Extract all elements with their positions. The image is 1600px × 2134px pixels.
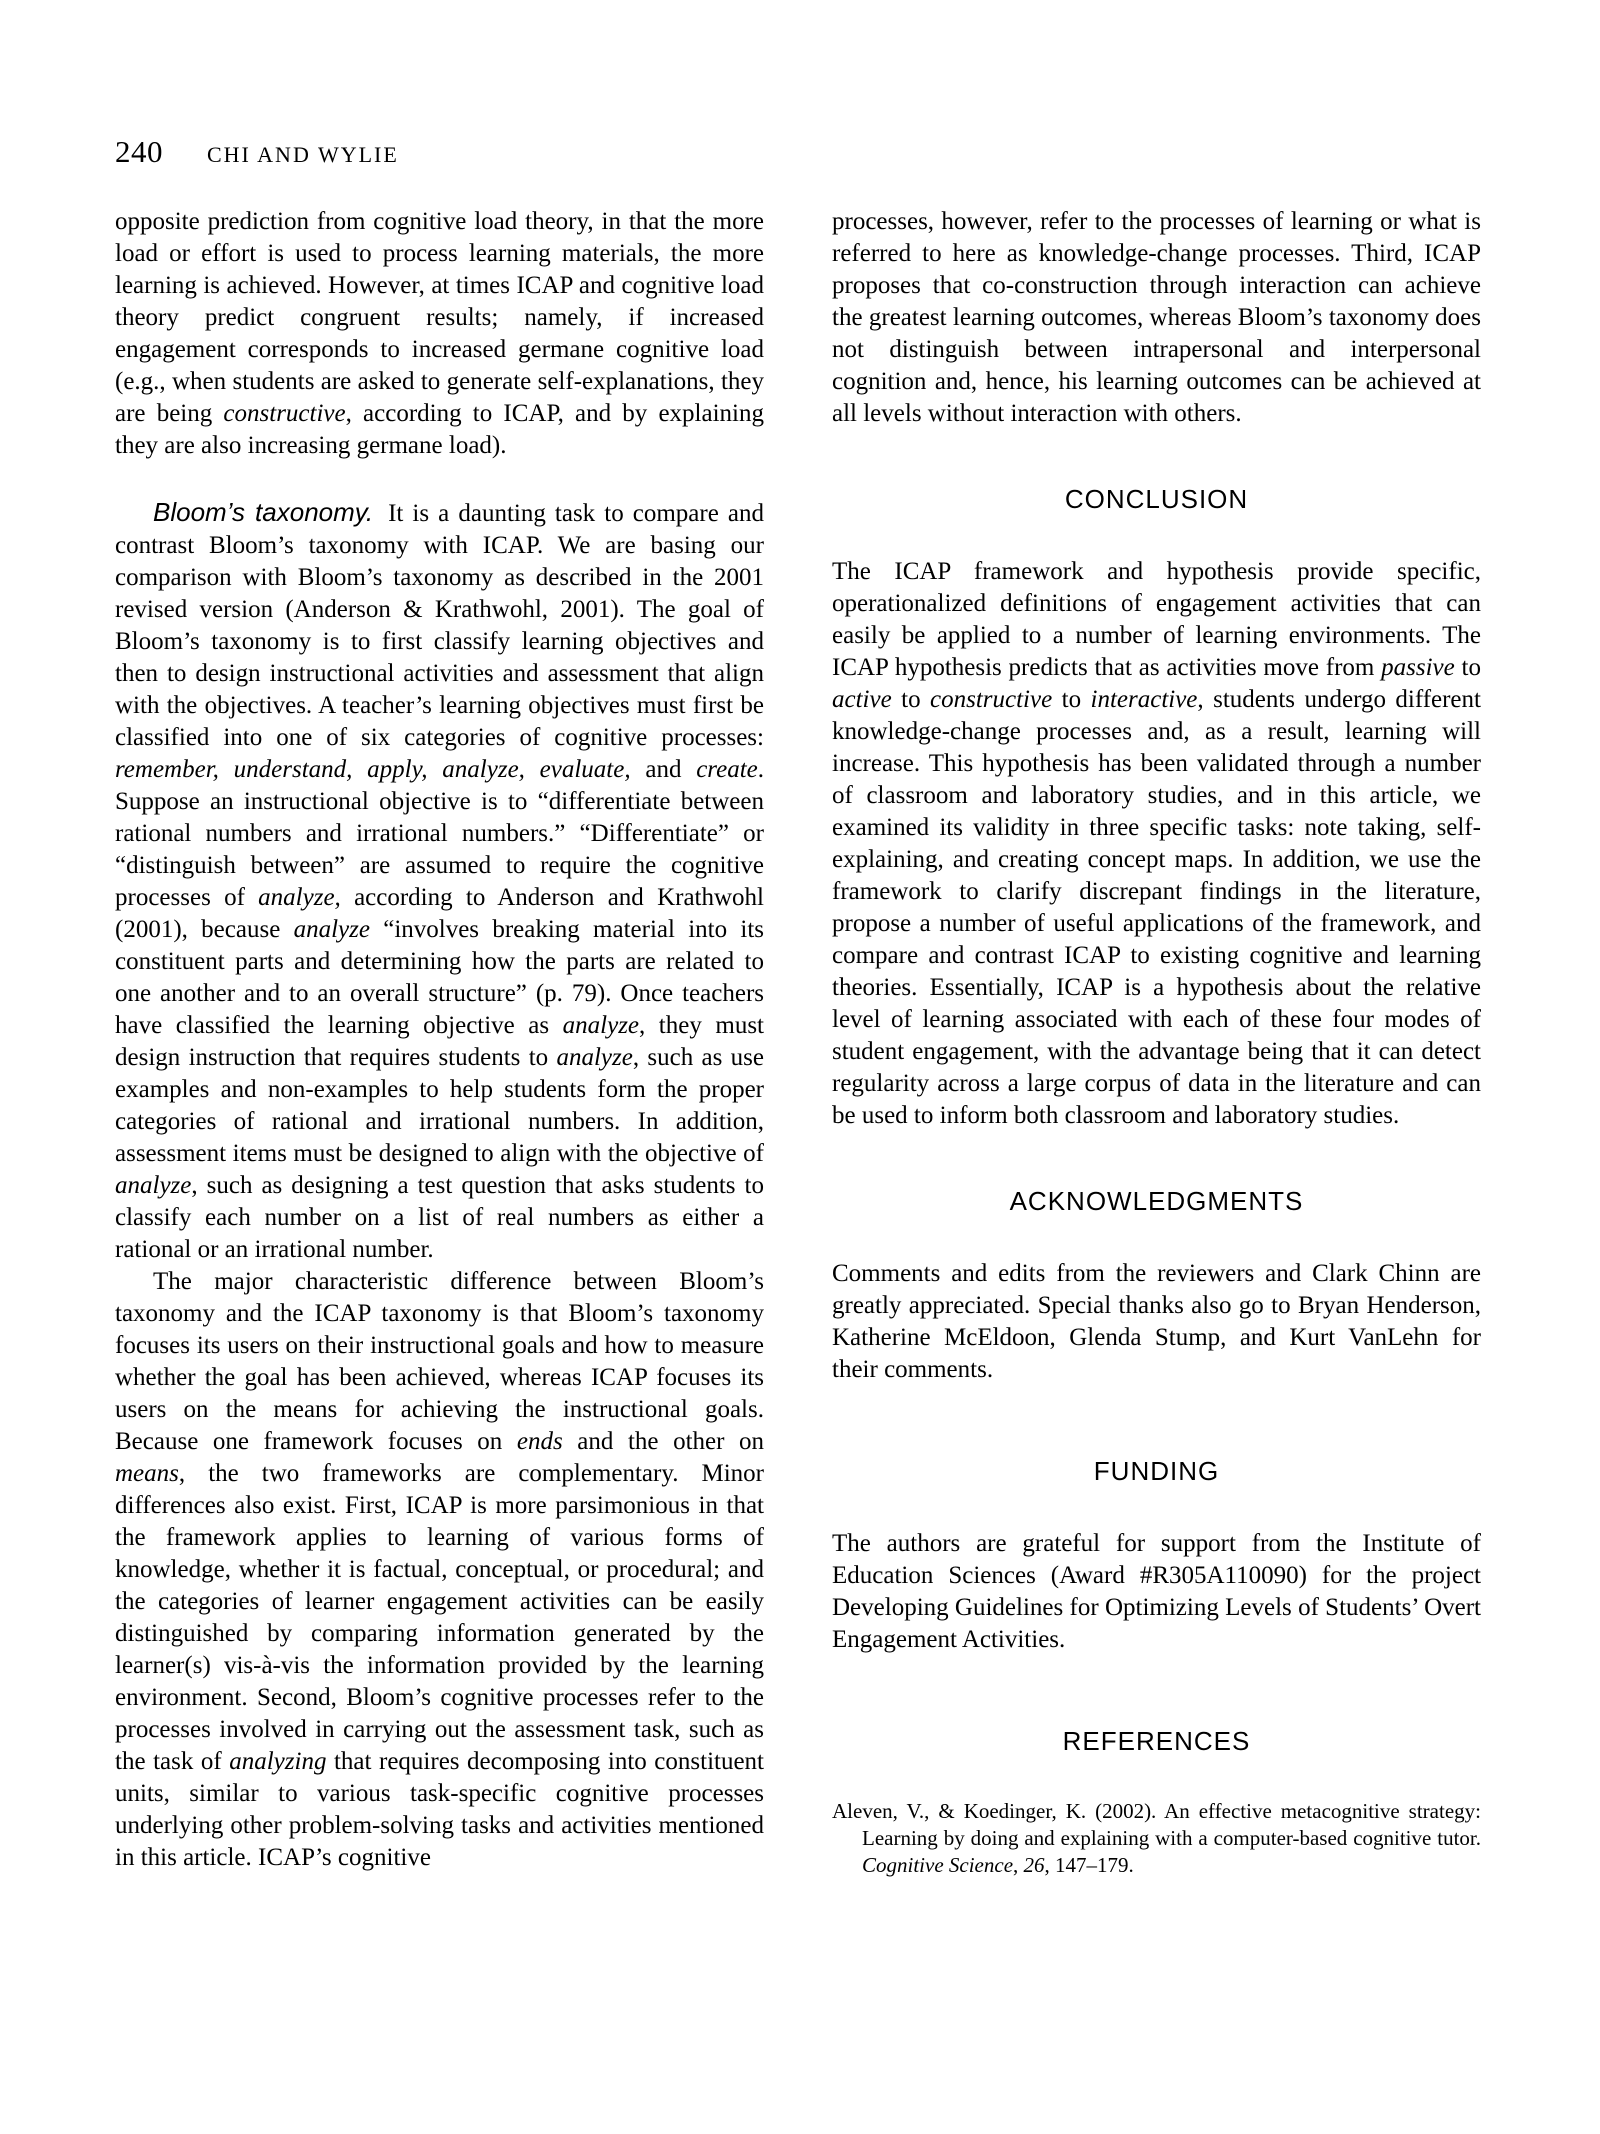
acknowledgments-paragraph: Comments and edits from the reviewers and Clark Chinn are greatly appreciated. Special thanks also go to Bryan Henderson, Katherine McEldoon, Glenda Stump, and Kurt VanLehn for their comments. <box>832 1260 1481 1383</box>
paragraph-knowledge-change-continued: processes, however, refer to the processes of learning or what is referred to here as knowledge-change processes. Third, ICAP proposes that co-construction through interaction can achieve the greatest learning outcomes, whereas Bloom’s taxonomy does not distinguish between intrapersonal and interpersonal cognition and, hence, his learning outcomes can be achieved at all levels without interaction with others. <box>832 208 1481 427</box>
reference-entry: Aleven, V., & Koedinger, K. (2002). An effective metacognitive strategy: Learning by doing and explaining with a computer-based cognitive tutor. Cognitive Science, 26, 147–179. <box>832 1799 1481 1877</box>
right-column <box>832 206 1481 1879</box>
conclusion-paragraph: The ICAP framework and hypothesis provide specific, operationalized definitions of engagement activities that can easily be applied to a number of learning environments. The ICAP hypothesis predicts that as activities move from passive to active to constructive to interactive, students undergo different knowledge-change processes and, as a result, learning will increase. This hypothesis has been validated through a number of classroom and laboratory studies, and in this article, we examined its validity in three specific tasks: note taking, self-explaining, and creating concept maps. In addition, we use the framework to clarify discrepant findings in the literature, propose a number of useful applications of the framework, and compare and contrast ICAP to existing cognitive and learning theories. Essentially, ICAP is a hypothesis about the relative level of learning associated with each of these four modes of student engagement, with the advantage being that it can detect regularity across a large corpus of data in the literature and can be used to inform both classroom and laboratory studies. <box>832 558 1482 1129</box>
run-in-heading-blooms-taxonomy: Bloom’s taxonomy. <box>153 497 374 527</box>
conclusion-heading: CONCLUSION <box>1064 484 1249 514</box>
paragraph-cognitive-load-continued: opposite prediction from cognitive load theory, in that the more load or effort is used to process learning materials, the more learning is achieved. However, at times ICAP and cognitive load theory predict congruent results; namely, if increased engagement corresponds to increased germane cognitive load (e.g., when students are asked to generate self-explanations, they are being constructive, according to ICAP, and by explaining they are also increasing germane load). <box>115 208 764 459</box>
page-number: 240 <box>115 134 163 169</box>
acknowledgments-heading: ACKNOWLEDGMENTS <box>1009 1186 1304 1216</box>
funding-heading: FUNDING <box>1093 1456 1220 1486</box>
funding-paragraph: The authors are grateful for support from the Institute of Education Sciences (Award #R305A110090) for the project Developing Guidelines for Optimizing Levels of Students’ Overt Engagement Activities. <box>832 1530 1481 1653</box>
paragraph-blooms-taxonomy <box>115 496 764 1266</box>
page-header <box>115 134 399 170</box>
running-head: CHI AND WYLIE <box>207 142 399 167</box>
two-column-layout <box>115 206 1481 1879</box>
left-column <box>115 206 764 1879</box>
paragraph-major-difference: The major characteristic difference between Bloom’s taxonomy and the ICAP taxonomy is that Bloom’s taxonomy focuses its users on their instructional goals and how to measure whether the goal has been achieved, whereas ICAP focuses its users on the means for achieving the instructional goals. Because one framework focuses on ends and the other on means, the two frameworks are complementary. Minor differences also exist. First, ICAP is more parsimonious in that the framework applies to learning of various forms of knowledge, whether it is factual, conceptual, or procedural; and the categories of learner engagement activities can be easily distinguished by comparing information generated by the learner(s) vis-à-vis the information provided by the learning environment. Second, Bloom’s cognitive processes refer to the processes involved in carrying out the assessment task, such as the task of analyzing that requires decomposing into constituent units, similar to various task-specific cognitive processes underlying other problem-solving tasks and activities mentioned in this article. ICAP’s cognitive <box>115 1268 765 1871</box>
paragraph-blooms-taxonomy-text: It is a daunting task to compare and contrast Bloom’s taxonomy with ICAP. We are basing our comparison with Bloom’s taxonomy as described in the 2001 revised version (Anderson & Krathwohl, 2001). The goal of Bloom’s taxonomy is to first classify learning objectives and then to design instructional activities and assessment that align with the objectives. A teacher’s learning objectives must first be classified into one of six categories of cognitive processes: remember, understand, apply, analyze, evaluate, and create. Suppose an instructional objective is to “differentiate between rational numbers and irrational numbers.” “Differentiate” or “distinguish between” are assumed to require the cognitive processes of analyze, according to Anderson and Krathwohl (2001), because analyze “involves breaking material into its constituent parts and determining how the parts are related to one another and to an overall structure” (p. 79). Once teachers have classified the learning objective as analyze, they must design instruction that requires students to analyze, such as use examples and non-examples to help students form the proper categories of rational and irrational numbers. In addition, assessment items must be designed to align with the objective of analyze, such as designing a test question that asks students to classify each number on a list of real numbers as either a rational or an irrational number. <box>115 500 765 1263</box>
references-heading: REFERENCES <box>1062 1726 1251 1756</box>
